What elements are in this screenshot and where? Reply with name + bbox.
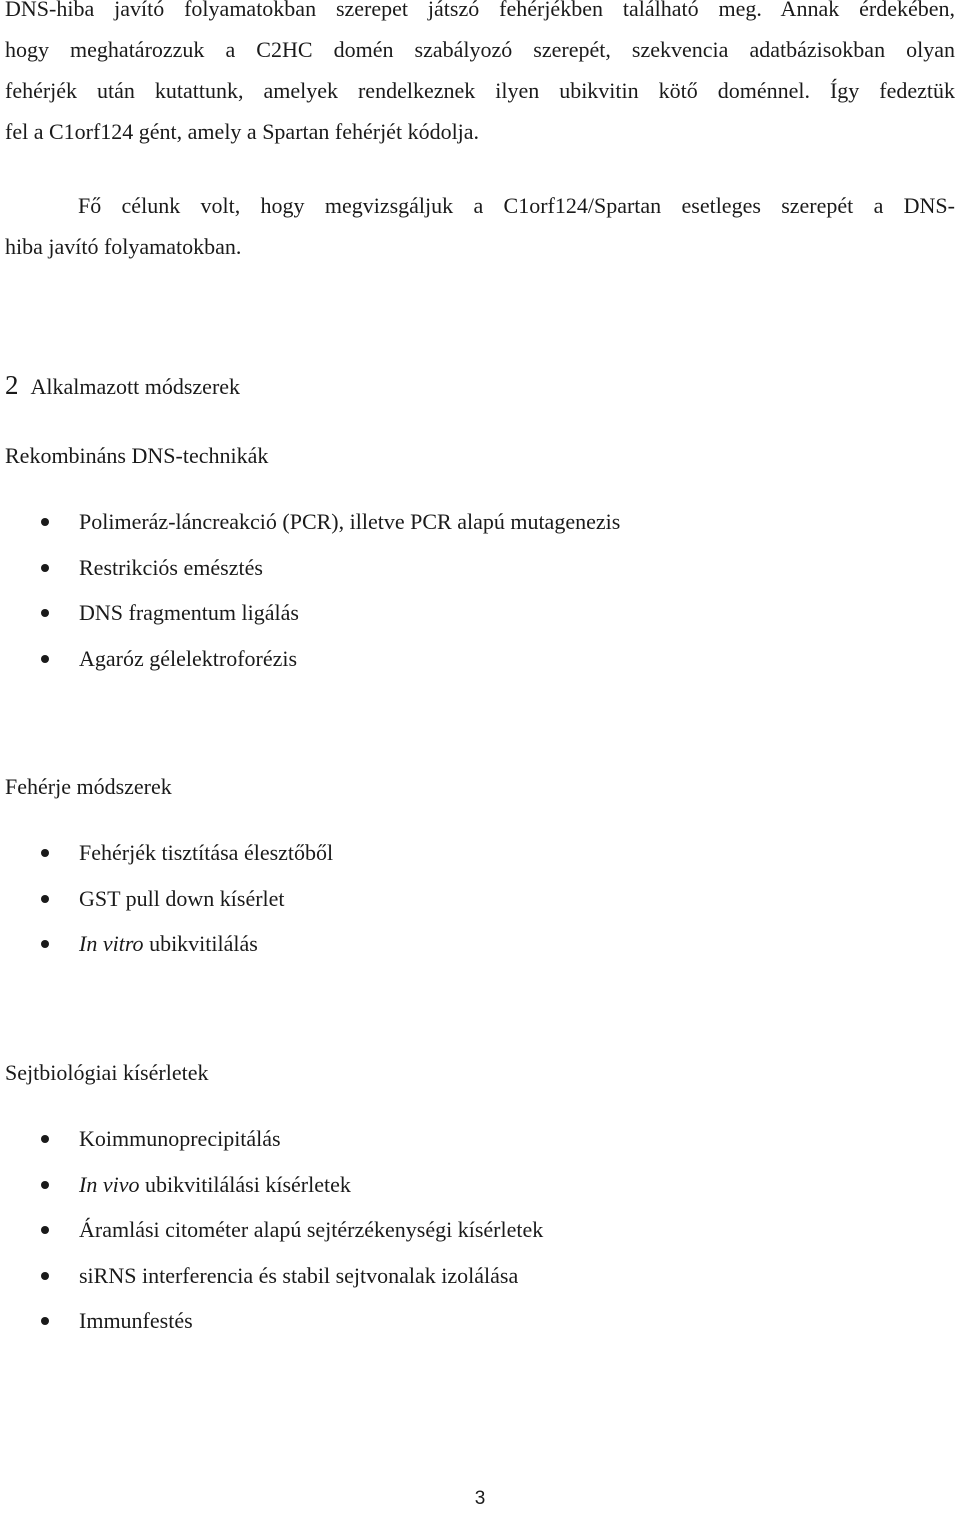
intro-line: fehérjék után kutattunk, amelyek rendelkeznek ilyen ubikvitin kötő doménnel. Így fedeztük xyxy=(5,78,955,103)
list-item xyxy=(0,1258,543,1304)
intro-line: DNS-hiba javító folyamatokban szerepet játszó fehérjékben található meg. Annak érdekében, xyxy=(5,0,955,21)
bullet-icon xyxy=(41,940,49,948)
list-item-italic: In vitro xyxy=(79,931,144,956)
list-item xyxy=(0,1303,543,1349)
bullet-icon xyxy=(41,849,49,857)
list-item-text: Áramlási citométer alapú sejtérzékenységi kísérletek xyxy=(79,1217,544,1242)
list-item xyxy=(0,835,333,881)
list-item xyxy=(0,504,620,550)
bullet-icon xyxy=(41,1272,49,1280)
list-item xyxy=(0,1121,543,1167)
list-item-text: Restrikciós emésztés xyxy=(79,554,263,580)
list-item-text: ubikvitilálási kísérletek xyxy=(139,1171,351,1197)
list-item xyxy=(0,1212,543,1258)
bullet-list-cell-biology xyxy=(0,1121,543,1349)
list-item-text: GST pull down kísérlet xyxy=(79,885,285,911)
list-item-text: Fehérjék tisztítása élesztőből xyxy=(79,840,334,865)
list-item-text: ubikvitilálás xyxy=(143,931,258,956)
bullet-icon xyxy=(41,564,49,572)
section-title: Alkalmazott módszerek xyxy=(30,374,241,399)
list-item-italic: In vivo xyxy=(79,1171,140,1197)
list-item-text: Koimmunoprecipitálás xyxy=(79,1126,281,1151)
bullet-list-recombinant-dna xyxy=(0,504,620,686)
bullet-list-protein-methods xyxy=(0,835,333,972)
list-item xyxy=(0,641,620,687)
list-item-text: DNS fragmentum ligálás xyxy=(79,600,299,625)
bullet-icon xyxy=(41,1181,49,1189)
list-item-text: Agaróz gélelektroforézis xyxy=(79,645,298,671)
list-item xyxy=(0,881,333,927)
intro-line: hogy meghatározzuk a C2HC domén szabályozó szerepét, szekvencia adatbázisokban olyan xyxy=(5,37,955,62)
aim-line: Fő célunk volt, hogy megvizsgáljuk a C1orf124/Spartan esetleges szerepét a DNS- xyxy=(78,193,955,218)
intro-paragraph xyxy=(5,0,955,152)
bullet-icon xyxy=(41,1317,49,1325)
intro-line: fel a C1orf124 gént, amely a Spartan fehérjét kódolja. xyxy=(5,119,480,144)
list-item-text: Immunfestés xyxy=(79,1308,193,1333)
bullet-icon xyxy=(41,518,49,526)
list-item xyxy=(0,926,333,972)
group-title-protein-methods: Fehérje módszerek xyxy=(5,774,172,799)
bullet-icon xyxy=(41,609,49,617)
bullet-icon xyxy=(41,1226,49,1234)
group-title-cell-biology: Sejtbiológiai kísérletek xyxy=(5,1060,209,1085)
list-item-text: Polimeráz-láncreakció (PCR), illetve PCR alapú mutagenezis xyxy=(79,509,621,534)
bullet-icon xyxy=(41,1135,49,1143)
bullet-icon xyxy=(41,655,49,663)
group-title-recombinant-dna: Rekombináns DNS-technikák xyxy=(5,443,269,468)
section-heading xyxy=(5,365,240,407)
aim-line: hiba javító folyamatokban. xyxy=(5,234,242,259)
list-item xyxy=(0,1167,543,1213)
list-item-text: siRNS interferencia és stabil sejtvonalak izolálása xyxy=(79,1262,519,1288)
aim-paragraph xyxy=(5,185,955,267)
list-item xyxy=(0,550,620,596)
bullet-icon xyxy=(41,895,49,903)
page-number: 3 xyxy=(474,1488,486,1509)
section-number: 2 xyxy=(5,370,19,400)
list-item xyxy=(0,595,620,641)
